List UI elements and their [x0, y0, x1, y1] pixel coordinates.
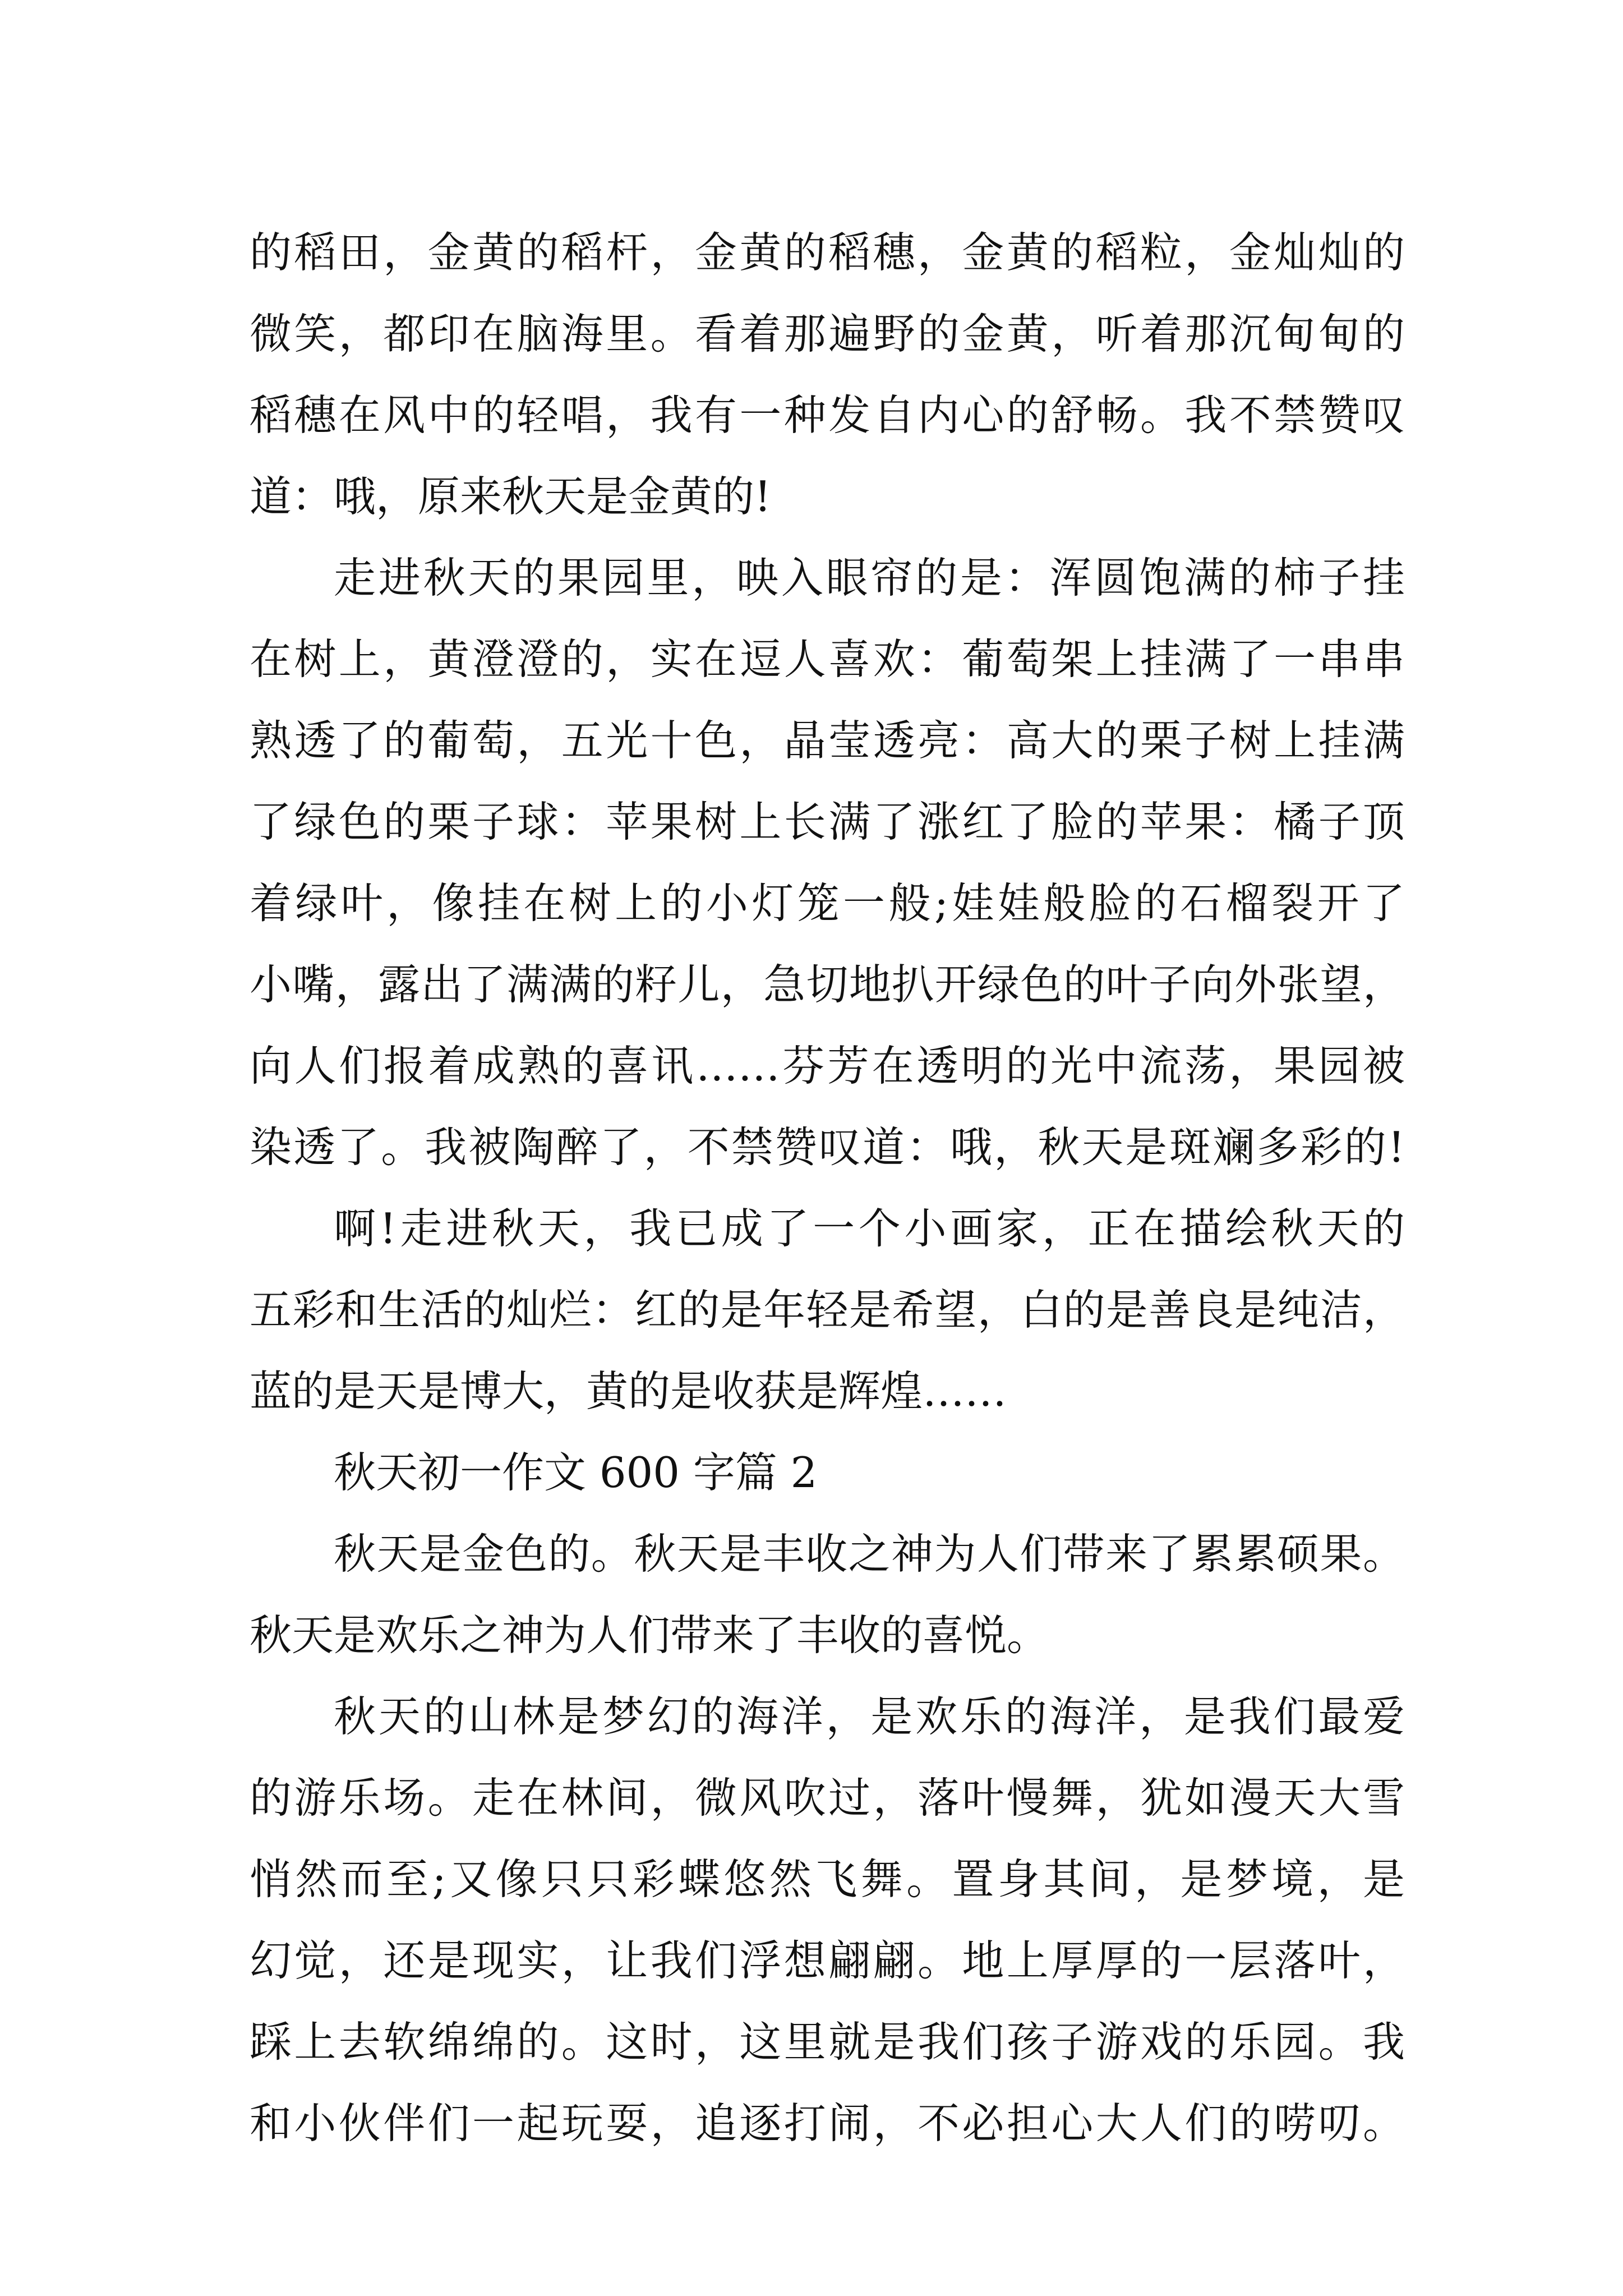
text-line: 秋天是金色的。秋天是丰收之神为人们带来了累累硕果。 — [334, 1529, 1405, 1579]
text-line: 踩上去软绵绵的。这时，这里就是我们孩子游戏的乐园。我 — [250, 2017, 1405, 2067]
text-line: 蓝的是天是博大，黄的是收获是辉煌…… — [250, 1366, 1007, 1416]
text-line: 小嘴，露出了满满的籽儿，急切地扒开绿色的叶子向外张望， — [250, 960, 1405, 1009]
text-line: 秋天的山林是梦幻的海洋，是欢乐的海洋，是我们最爱 — [334, 1692, 1405, 1741]
text-line: 和小伙伴们一起玩耍，追逐打闹，不必担心大人们的唠叨。 — [250, 2099, 1405, 2148]
text-line: 啊!走进秋天，我已成了一个小画家，正在描绘秋天的 — [334, 1204, 1405, 1253]
text-line: 的游乐场。走在林间，微风吹过，落叶慢舞，犹如漫天大雪 — [250, 1773, 1405, 1823]
paragraph-2 — [250, 537, 1405, 1188]
text-line: 着绿叶，像挂在树上的小灯笼一般;娃娃般脸的石榴裂开了 — [250, 878, 1405, 928]
text-line: 悄然而至;又像只只彩蝶悠然飞舞。置身其间，是梦境，是 — [250, 1855, 1405, 1904]
paragraph-5 — [250, 1676, 1405, 2164]
text-line: 道：哦，原来秋天是金黄的! — [250, 472, 772, 521]
paragraph-1 — [250, 212, 1405, 537]
text-line: 染透了。我被陶醉了，不禁赞叹道：哦，秋天是斑斓多彩的! — [250, 1122, 1405, 1172]
text-line: 熟透了的葡萄，五光十色，晶莹透亮：高大的栗子树上挂满 — [250, 716, 1405, 765]
text-line: 五彩和生活的灿烂：红的是年轻是希望，白的是善良是纯洁， — [250, 1285, 1405, 1335]
section-heading — [250, 1432, 1405, 1513]
document-body — [250, 212, 1405, 2164]
text-line: 了绿色的栗子球：苹果树上长满了涨红了脸的苹果：橘子顶 — [250, 797, 1405, 846]
text-line: 走进秋天的果园里，映入眼帘的是：浑圆饱满的柿子挂 — [334, 553, 1405, 602]
paragraph-3 — [250, 1188, 1405, 1432]
text-line: 向人们报着成熟的喜讯……芬芳在透明的光中流荡，果园被 — [250, 1041, 1405, 1091]
text-line: 微笑，都印在脑海里。看着那遍野的金黄，听着那沉甸甸的 — [250, 309, 1405, 358]
text-line: 在树上，黄澄澄的，实在逗人喜欢：葡萄架上挂满了一串串 — [250, 634, 1405, 684]
text-line: 秋天是欢乐之神为人们带来了丰收的喜悦。 — [250, 1611, 1049, 1660]
text-line: 稻穗在风中的轻唱，我有一种发自内心的舒畅。我不禁赞叹 — [250, 390, 1405, 440]
text-line: 幻觉，还是现实，让我们浮想翩翩。地上厚厚的一层落叶， — [250, 1936, 1405, 1985]
heading-text: 秋天初一作文 600 字篇 2 — [334, 1448, 818, 1497]
paragraph-4 — [250, 1513, 1405, 1676]
text-line: 的稻田，金黄的稻杆，金黄的稻穗，金黄的稻粒，金灿灿的 — [250, 228, 1405, 277]
